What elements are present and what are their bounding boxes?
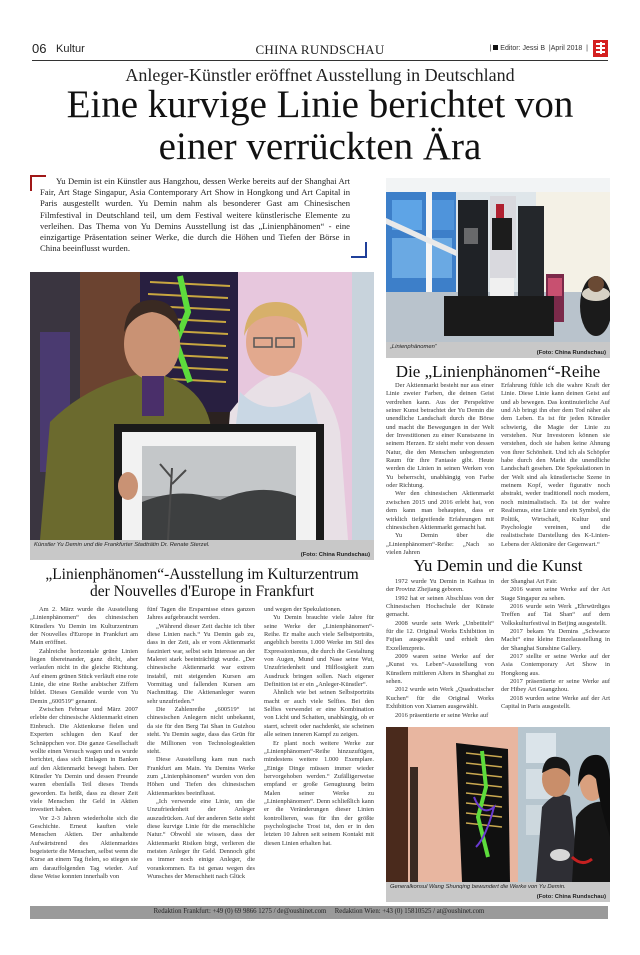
paragraph: Vor 2-3 Jahren wiederholte sich die Geschichte. Erneut kauften viele Menschen Aktien. Der anhaltende Aufwärtstrend des Aktienmarktes begeisterte die Menschen, selbst wenn die Kurse an einem Tag fielen, so stiegen sie am darauffolgenden Tag wieder. Auf diese Weise konnten innerhalb von <box>30 814 138 880</box>
section-title-reihe: Die „Linienphänomen“-Reihe <box>395 362 601 381</box>
caption-text: Generalkonsul Wang Shunqing bewundert die Werke von Yu Demin. <box>390 884 566 890</box>
title-line-1: „Linienphänomen“-Ausstellung im Kulturzentrum <box>45 566 359 583</box>
divider: | <box>489 45 492 52</box>
paragraph: Die Zahlenreihe „600519“ ist chinesischen Anlegern nicht unbekannt, da sie für den Berg Tai Shan in Guizhou steht. Yu Demin sagte, dass das Grün für die Millionen von Technologieaktien steht. <box>147 706 255 755</box>
exhibition-photo <box>386 178 610 342</box>
title-line-2: der Nouvelles d'Europe in Frankfurt <box>89 583 315 600</box>
consul-photo-caption <box>386 882 610 902</box>
paragraph: der Shanghai Art Fair. <box>501 578 558 585</box>
paper-name: CHINA RUNDSCHAU <box>255 42 385 57</box>
headline-line-1: Eine kurvige Linie berichtet von <box>66 83 574 126</box>
paragraph: 2016 waren seine Werke auf der Art Stage Singapur zu sehen. <box>501 586 610 602</box>
reihe-column-2 <box>501 382 610 549</box>
exhibition-hall-image <box>386 178 610 342</box>
exhibition-photo-caption <box>386 342 610 358</box>
square-icon <box>493 45 498 50</box>
paragraph: 2016 präsentierte er seine Werke auf <box>395 711 489 719</box>
article-headline <box>0 84 640 168</box>
bracket-bottom-right <box>351 242 367 258</box>
paragraph: und wegen der Spekulationen. <box>264 606 342 613</box>
article-intro <box>40 176 350 254</box>
paragraph: Ähnlich wie bei seinen Selbstporträts macht er auch viele Selfies. Bei den Selfies verwendet er eine Kombination von Licht und Schatten, unabhängig, ob er starrt, schreit oder nachdenkt, sie scheinen alle seinen inneren Kampf zu zeigen. <box>264 689 374 739</box>
paragraph: fünf Tagen die Ersparnisse eines ganzen Jahres aufgebraucht werden. <box>147 606 255 622</box>
section-label: Kultur <box>56 43 85 55</box>
divider: | <box>584 45 588 52</box>
paragraph: 2018 wurden seine Werke auf der Art Capital in Paris ausgestellt. <box>501 694 610 711</box>
article-kicker: Anleger-Künstler eröffnet Ausstellung in Deutschland <box>125 65 515 85</box>
section-title-frankfurt <box>30 566 374 600</box>
paragraph: Zwischen Februar und März 2007 erlebte der chinesische Aktienmarkt einen Einbruch. Die Aktienkurse fielen und Experten schlugen den Kauf der Schnäppchen vor. Die ganze Gesellschaft wollte einen Versuch wagen und es wurde berichtet, dass sich Einlagen in Banken auf den Aktienmarkt bewegt haben. Der Künstler Yu Demin und dessen Freunde waren ebenfalls Teil dieses Trends geworden. Es heißt, dass zu dieser Zeit viele Menschen ihr Geld in Aktien investiert haben. <box>30 706 138 814</box>
main-photo-caption <box>30 540 374 560</box>
paragraph: 1972 wurde Yu Demin in Kaihua in der Provinz Zhejiang geboren. <box>386 578 494 594</box>
intro-paragraph: Yu Demin ist ein Künstler aus Hangzhou, dessen Werke bereits auf der Shanghai Art Fair, Art Stage Singapur, Asia Contemporary Art Show in Hongkong und Art Capital in Paris ausgestellt wurden. Yu Demin nahm als besonderer Gast am Chinesischen Filmfestival in Deutschland teil, um dem Festival weitere künstlerische Elemente zu verleihen. Das Thema von Yu Demins Ausstellung ist das „Linienphänomen“ - eine einzigartige Präsentation seiner Werke, die durch die Höhen und Tiefen der Börse in China beeinflusst wurden. <box>40 176 350 254</box>
consul-viewing-artwork-image <box>386 727 610 882</box>
frankfurt-column-2 <box>147 606 255 881</box>
paragraph: Diese Ausstellung kam nun nach Frankfurt am Main. Yu Demins Werke zum „Linienphänomen“ wurden von den Höhen und Tiefen des chinesischen Aktienmarktes beeinflusst. <box>147 756 255 797</box>
headline-line-2: einer verrückten Ära <box>158 125 482 168</box>
page-number: 06 <box>32 41 47 56</box>
paragraph: Zahlreiche horizontale grüne Linien liegen übereinander, ganz dicht, aber verlaufen nicht in die gleiche Richtung. Auf einem grünen Stück verläuft eine rote Linie, die eine Reihe arabischer Ziffern bildet. Dieses Gemälde wurde von Yu Demin „600519“ genannt. <box>30 647 138 705</box>
paragraph: 2012 wurde sein Werk „Quadratischer Kuchen“ für die Original Works Exhibition von Xiamen ausgewählt. <box>386 686 494 711</box>
photo-credit: (Foto: China Rundschau) <box>300 552 370 558</box>
paragraph: 2008 wurde sein Werk „Unbetitelt“ für die 12. Original Works Exhibition in Fujian ausgewählt und erhielt den Exzellenzpreis. <box>386 619 494 652</box>
editor-label: Editor: Jessi B <box>500 45 546 52</box>
artist-and-councillor-image <box>30 272 374 540</box>
china-rundschau-seal-icon <box>593 40 608 57</box>
divider: | <box>546 45 551 52</box>
frankfurt-column-3 <box>264 606 374 848</box>
masthead <box>32 40 608 61</box>
paragraph: „Während dieser Zeit dachte ich über diese Linien nach.“ Yu Demin gab zu, dass in der Zeit, als er vom Aktienmarkt fasziniert war, selbst sein Interesse an der Malerei stark beeinträchtigt wurde. „Der chinesische Aktienmarkt war extrem instabil, mit steigenden Kursen am Vormittag und fallenden Kursen am Nachmittag. Die Aktienanleger waren sehr unzufrieden.“ <box>147 622 255 705</box>
paragraph: Wer den chinesischen Aktienmarkt zwischen 2015 und 2016 erlebt hat, von dem kann man behaupten, dass er wirklich tiefgreifende Erfahrungen mit chinesischen Aktienmarkt gemacht hat. <box>386 490 494 531</box>
paragraph: 2016 wurde sein Werk „Ehrwürdiges Treffen auf Tai Shan“ auf dem Volkskulturfestival in Beijing ausgestellt. <box>501 603 610 627</box>
paragraph: 2009 waren seine Werke auf der „Kunst vs. Leben“-Ausstellung von Künstlern mittleren Alters in Shanghai zu sehen. <box>386 653 494 686</box>
frankfurt-column-1 <box>30 606 138 881</box>
footer-bar <box>30 906 608 919</box>
kunst-column-1 <box>386 578 494 720</box>
paragraph: Erfahrung fühle ich die wahre Kraft der Linie. Diese Linie kann deinen Geist auf und ab bewegen. Das kontinuierliche Auf und Ab bringt ihn eher dem Tod näher als dem Leben. Es ist für jeden Künstler schwierig, die Magie der Linie zu verstehen. Nur Investoren können sie verstehen, doch sie haben keine Ahnung von ihrer Schönheit. Und ich als Schöpfer habe durch den Markt die unendliche Landschaft gesehen. Die Spekulationen in der Welt sind als künstlerische Szene in meinem Kopf, weder figurativ noch abstrakt, weder traditionell noch modern, noch minimalistisch. Es ist der wahre Realismus, eine Linie und ein Symbol, die Politik, Wirtschaft, Kultur und Psychologie vereinen, und die realistischste Darstellung des K-Linien-Lebens der Aktionäre der Gegenwart.“ <box>501 382 610 548</box>
section-title-kunst: Yu Demin und die Kunst <box>413 556 583 575</box>
paragraph: 1992 hat er seinen Abschluss von der Chinesischen Hochschule der Künste gemacht. <box>386 594 494 619</box>
paragraph: Am 2. März wurde die Ausstellung „Linienphänomen“ des chinesischen Künstlers Yu Demin im Kulturzentrum der Nouvelles d'Europe in Frankfurt am Main eröffnet. <box>30 606 138 647</box>
kunst-column-2 <box>501 578 610 712</box>
paragraph: 2017 bekam Yu Demins „Schwarze Macht“ eine kleine Einzelausstellung in der Shanghai Sunshine Gallery. <box>501 628 610 652</box>
paragraph: Yu Demin brauchte viele Jahre für seine Werke der „Linienphänomen“-Reihe. Er malte auch viele Selbstporträts, angeblich bereits 1.000 Werke im Stil des Expressionismus, die durch die Gestaltung von Augen, Mund und Nase seine Wut, Unzufriedenheit und Hilflosigkeit zum Ausdruck bringen sollen. Nach eigener Definition ist er ein „Anleger-Künstler“. <box>264 614 374 689</box>
consul-photo <box>386 727 610 882</box>
photo-credit: (Foto: China Rundschau) <box>536 894 606 900</box>
photo-credit: (Foto: China Rundschau) <box>536 350 606 356</box>
footer-contact: Redaktion Frankfurt: +49 (0) 69 9866 1275 / de@oushinet.com Redaktion Wien: +43 (0) 15810525 / at@oushinet.com <box>153 908 485 915</box>
caption-text: „Linienphänomen“ <box>390 344 437 350</box>
issue-date: April 2018 <box>550 45 583 52</box>
paragraph: Der Aktienmarkt besteht nur aus einer Linie zweier Farben, die deinen Geist verdrehen kann. Aus der Perspektive seiner Kunst betrachtet der Yu Demin die unendliche Landschaft durch die Börse und macht die Bewegungen in der Welt der Investitionen zu einer Kunstszene in seinem Herzen. Er sieht mehr von dessen Natur, die den Menschen unbegrenzten Raum für ihre Fantasie gibt. Heute werden die Linien in seinen Werken von Yu beherrscht, unabhängig von Farbe oder Richtung. <box>386 382 494 490</box>
caption-text: Künstler Yu Demin und die Frankfurter Stadträtin Dr. Renate Sterzel. <box>34 542 210 548</box>
paragraph: „Ich verwende eine Linie, um die Unzufriedenheit der Anleger auszudrücken. Auf der anderen Seite steht diese kurvige Linie für die menschliche Natur.“ Obwohl sie wissen, dass der Aktienmarkt Risiken birgt, verlieren die meisten Anleger ihr Geld. Dennoch gibt es immer noch einige Anleger, die vorankommen. Es ist genau wegen des Wunsches der Menschheit nach Glück <box>147 797 255 880</box>
paragraph: 2017 stellte er seine Werke auf der Asia Contemporary Art Show in Hongkong aus. <box>501 653 610 677</box>
main-photo <box>30 272 374 540</box>
masthead-meta <box>489 45 588 52</box>
paragraph: Er plant noch weitere Werke zur „Linienphänomen“-Reihe hinzuzufügen, mindestens weitere 1.000 Exemplare. „Einige Dinge müssen immer wieder hervorgehoben werden.“ Zufälligerweise empfand er große Genugtuung beim Malen seiner Werke zu „Linienphänomen“. Denn schließlich kann er die Veränderungen dieser Linien kontrollieren, was für ihn der größte psychologische Trost ist, den er in den letzten 10 Jahren seit seinem Kontakt mit diesen Linien erhalten hat. <box>264 739 374 847</box>
paragraph: 2017 präsentierte er seine Werke auf der Hibey Art Guangzhou. <box>501 678 610 694</box>
paragraph: Yu Demin über die „Linienphänomen“-Reihe: „Nach so vielen Jahren <box>386 532 494 556</box>
reihe-column-1 <box>386 382 494 557</box>
